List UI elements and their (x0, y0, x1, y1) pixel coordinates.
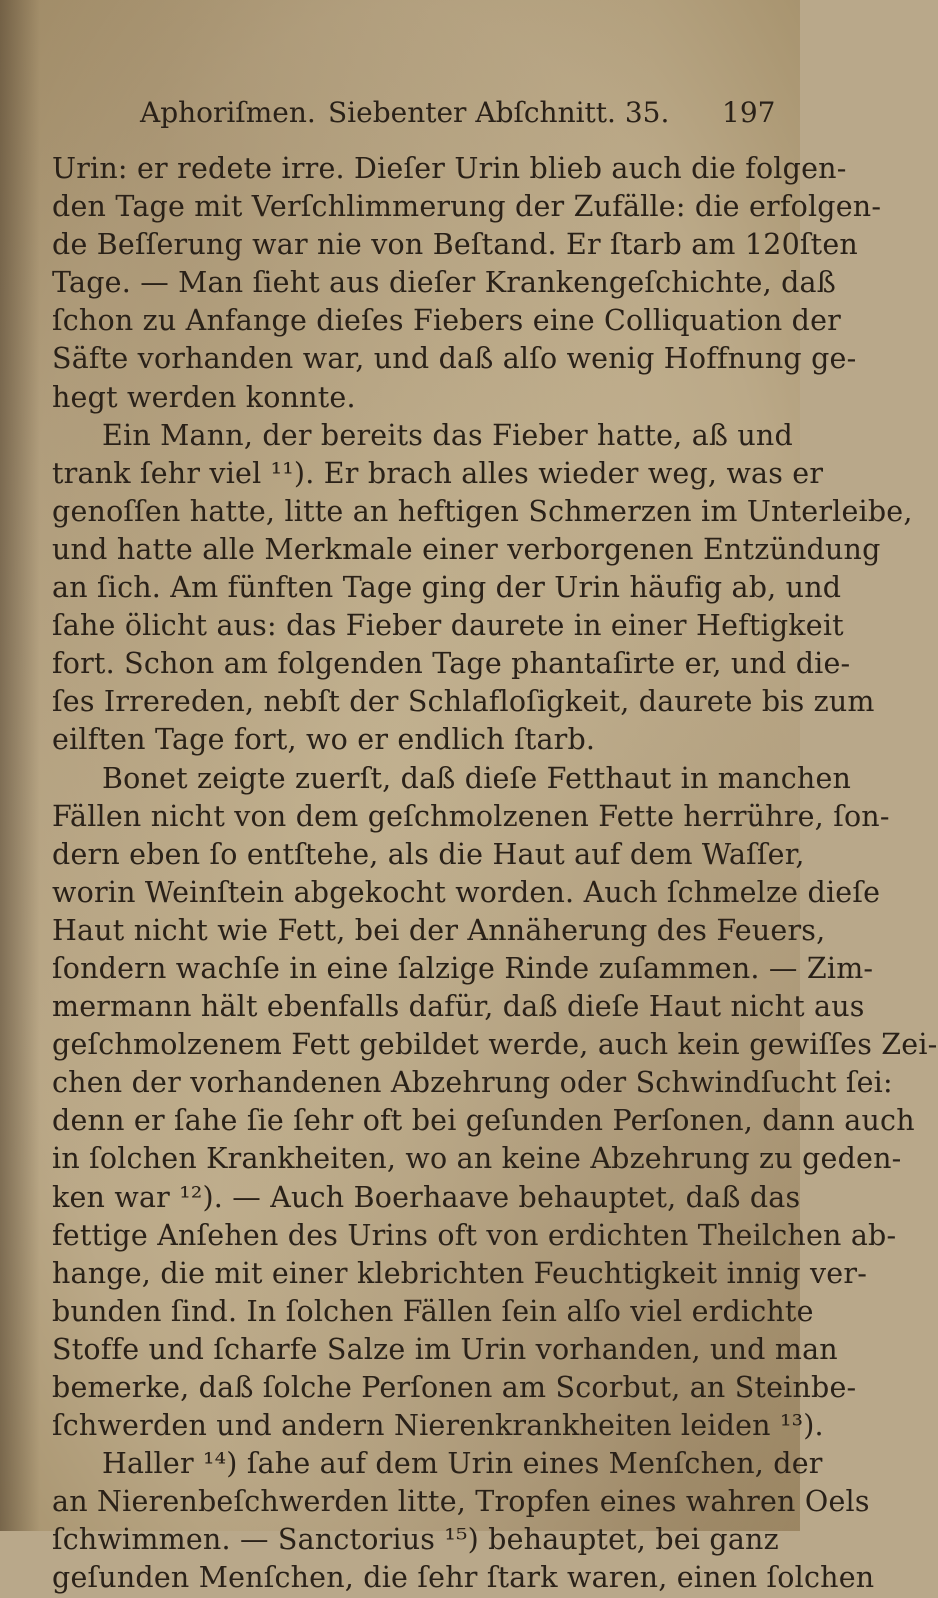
text-line: Tage. — Man ſieht aus dieſer Krankengeſchichte, daß (52, 266, 836, 300)
header-chapter-title: Siebenter Abſchnitt. 35. (328, 96, 670, 129)
text-line: geſchmolzenem Fett gebildet werde, auch kein gewiſſes Zei- (52, 1028, 938, 1062)
text-line: fettige Anſehen des Urins oft von erdichten Theilchen ab- (52, 1218, 897, 1252)
text-line: Fällen nicht von dem geſchmolzenen Fette herrühre, ſon- (52, 799, 890, 833)
text-line: Säfte vorhanden war, und daß alſo wenig Hoffnung ge- (52, 342, 857, 376)
page-gutter-shadow (0, 0, 40, 1531)
text-line: Stoffe und ſcharfe Salze im Urin vorhanden, und man (52, 1332, 838, 1366)
text-line: hegt werden konnte. (52, 380, 356, 414)
text-line: bemerke, daß ſolche Perſonen am Scorbut, an Steinbe- (52, 1371, 857, 1404)
text-line: ſes Irrereden, nebſt der Schlafloſigkeit, daurete bis zum (52, 685, 875, 719)
text-line: de Beſſerung war nie von Beſtand. Er ſtarb am 120ſten (52, 228, 858, 262)
text-line: denn er ſahe ſie ſehr oft bei geſunden Perſonen, dann auch (52, 1104, 915, 1138)
text-line: bunden ſind. In ſolchen Fällen ſein alſo viel erdichte (52, 1294, 814, 1328)
text-line: ſondern wachſe in eine ſalzige Rinde zuſammen. — Zim- (52, 951, 874, 985)
text-line: Urin: er redete irre. Dieſer Urin blieb auch die folgen- (52, 152, 847, 185)
text-line: ſchwimmen. — Sanctorius ¹⁵) behauptet, bei ganz (52, 1523, 779, 1557)
text-line: in ſolchen Krankheiten, wo an keine Abzehrung zu geden- (52, 1142, 902, 1176)
text-line: den Tage mit Verſchlimmerung der Zufälle: die erfolgen- (52, 190, 882, 224)
text-line: ſahe ölicht aus: das Fieber daurete in einer Heftigkeit (52, 609, 844, 643)
text-line: an ſich. Am fünften Tage ging der Urin häufig ab, und (52, 571, 842, 605)
text-line: an Nierenbeſchwerden litte, Tropfen eines wahren Oels (52, 1485, 870, 1519)
text-line: trank ſehr viel ¹¹). Er brach alles wieder weg, was er (52, 456, 824, 490)
text-line: ken war ¹²). — Auch Boerhaave behauptet, daß das (52, 1180, 801, 1214)
text-line: worin Weinſtein abgekocht worden. Auch ſchmelze dieſe (52, 875, 881, 909)
text-line: fort. Schon am folgenden Tage phantaſirte er, und die- (52, 647, 851, 681)
text-line: dern eben ſo entſtehe, als die Haut auf dem Waſſer, (52, 837, 805, 871)
paragraph-start-line: Haller ¹⁴) ſahe auf dem Urin eines Menſchen, der (102, 1447, 823, 1481)
paragraph-start-line: Bonet zeigte zuerſt, daß dieſe Fetthaut in manchen (102, 761, 852, 795)
text-line: ſchon zu Anfange dieſes Fiebers eine Colliquation der (52, 304, 842, 338)
header-section-title: Aphoriſmen. (140, 96, 316, 129)
text-line: eilften Tage fort, wo er endlich ſtarb. (52, 723, 596, 757)
text-line: hange, die mit einer klebrichten Feuchtigkeit innig ver- (52, 1256, 868, 1290)
text-line: Haut nicht wie Fett, bei der Annäherung des Feuers, (52, 913, 826, 947)
running-header (140, 96, 780, 140)
body-text (52, 150, 938, 1598)
text-line: ſchwerden und andern Nierenkrankheiten leiden ¹³). (52, 1409, 824, 1443)
text-line: mermann hält ebenfalls dafür, daß dieſe Haut nicht aus (52, 990, 865, 1024)
text-line: geſunden Menſchen, die ſehr ſtark waren, einen ſolchen (52, 1561, 875, 1595)
text-line: genoſſen hatte, litte an heftigen Schmerzen im Unterleibe, (52, 494, 913, 528)
text-line: chen der vorhandenen Abzehrung oder Schwindſucht ſei: (52, 1066, 893, 1100)
page-number: 197 (722, 96, 776, 129)
text-line: und hatte alle Merkmale einer verborgenen Entzündung (52, 532, 881, 566)
paragraph-start-line: Ein Mann, der bereits das Fieber hatte, aß und (102, 418, 793, 452)
